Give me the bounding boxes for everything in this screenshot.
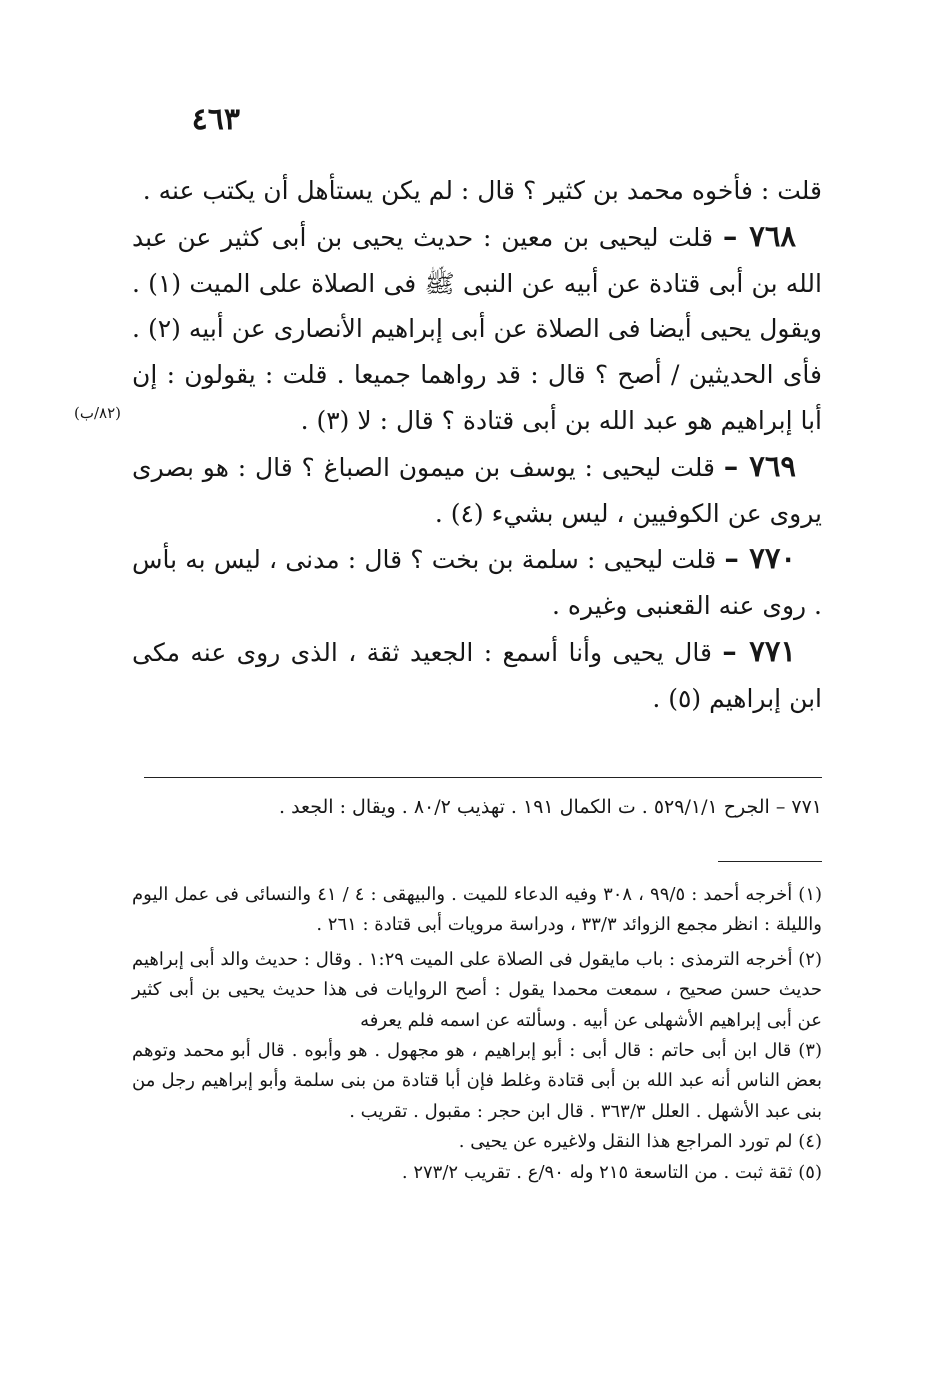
entry-number: ٧٦٩ – [723, 448, 796, 483]
footnotes [132, 880, 822, 1188]
main-text [132, 168, 822, 722]
manuscript-folio-note: (٨٢/ب) [74, 404, 122, 422]
entry-number: ٧٧٠ – [724, 541, 796, 576]
footnote-4: (٤) لم تورد المراجع هذا النقل ولاغيره عن يحيى . [458, 1131, 822, 1153]
footnote-separator-short [718, 861, 822, 862]
entry-number: ٧٦٨ – [722, 218, 796, 253]
footnote-separator-long [144, 777, 822, 778]
entry-770 [132, 536, 822, 629]
paragraph-continuation [132, 168, 822, 214]
footnote-1: (١) أخرجه أحمد : ٩٩/٥ ، ٣٠٨ وفيه الدعاء للميت . والبيهقى : ٤ / ٤١ والنسائى فى عمل اليوم والليلة : انظر مجمع الزوائد ٣٣/٣ ، ودراسة مرويات أبى قتادة : ٢٦١ . [132, 884, 823, 936]
variant-note: ٧٧١ – الجرح ٥٢٩/١/١ . ت الكمال ١٩١ . تهذيب ٨٠/٢ . ويقال : الجعد . [279, 796, 822, 818]
footnote-3: (٣) قال ابن أبى حاتم : قال أبى : أبو إبراهيم ، هو مجهول . هو وأبوه . قال أبو محمد وتوهم بعض الناس أنه عبد الله بن أبى قتادة وغلط فإن أبا قتادة من بنى سلمة وأبو إبراهيم رجل من بنى عبد الأشهل . العلل ٣٦٣/٣ . قال ابن حجر : مقبول . تقريب . [132, 1040, 822, 1122]
entry-text: قلت ليحيى : سلمة بن بخت ؟ قال : مدنى ، ليس به بأس . روى عنه القعنبى وغيره . [132, 545, 822, 621]
entry-text: قلت ليحيى : يوسف بن ميمون الصباغ ؟ قال : هو بصرى يروى عن الكوفيين ، ليس بشيء (٤) . [132, 452, 822, 528]
paragraph-text: قلت : فأخوه محمد بن كثير ؟ قال : لم يكن يستأهل أن يكتب عنه . [142, 176, 822, 205]
entry-text: قلت ليحيى بن معين : حديث يحيى بن أبى كثير عن عبد الله بن أبى قتادة عن أبيه عن النبى ﷺ فى الصلاة على الميت (١) . ويقول يحيى أيضا فى الصلاة عن أبى إبراهيم الأنصارى عن أبيه (٢) . فأى الحديثين / أصح ؟ قال : قد رواهما جميعا . قلت : يقولون : إن أبا إبراهيم هو عبد الله بن أبى قتادة ؟ قال : لا (٣) . [132, 222, 822, 435]
entry-number: ٧٧١ – [722, 633, 796, 668]
entry-text: قال يحيى وأنا أسمع : الجعيد ثقة ، الذى روى عنه مكى ابن إبراهيم (٥) . [132, 637, 822, 713]
entry-769 [132, 444, 822, 537]
entry-768 [132, 214, 822, 444]
entry-771 [132, 629, 822, 722]
footnote-2: (٢) أخرجه الترمذى : باب مايقول فى الصلاة على الميت ١:٢٩ . وقال : حديث والد أبى إبراهيم حديث حسن صحيح ، سمعت محمدا يقول : أصح الروايات فى هذا حديث يحيى بن أبى كثير عن أبى إبراهيم الأشهلى عن أبيه . وسألته عن اسمه فلم يعرفه [132, 948, 822, 1031]
page-number: ٤٦٣ [191, 102, 240, 137]
footnote-5: (٥) ثقة ثبت . من التاسعة ٢١٥ وله ٩٠/ع . تقريب ٢٧٣/٢ . [401, 1161, 822, 1183]
